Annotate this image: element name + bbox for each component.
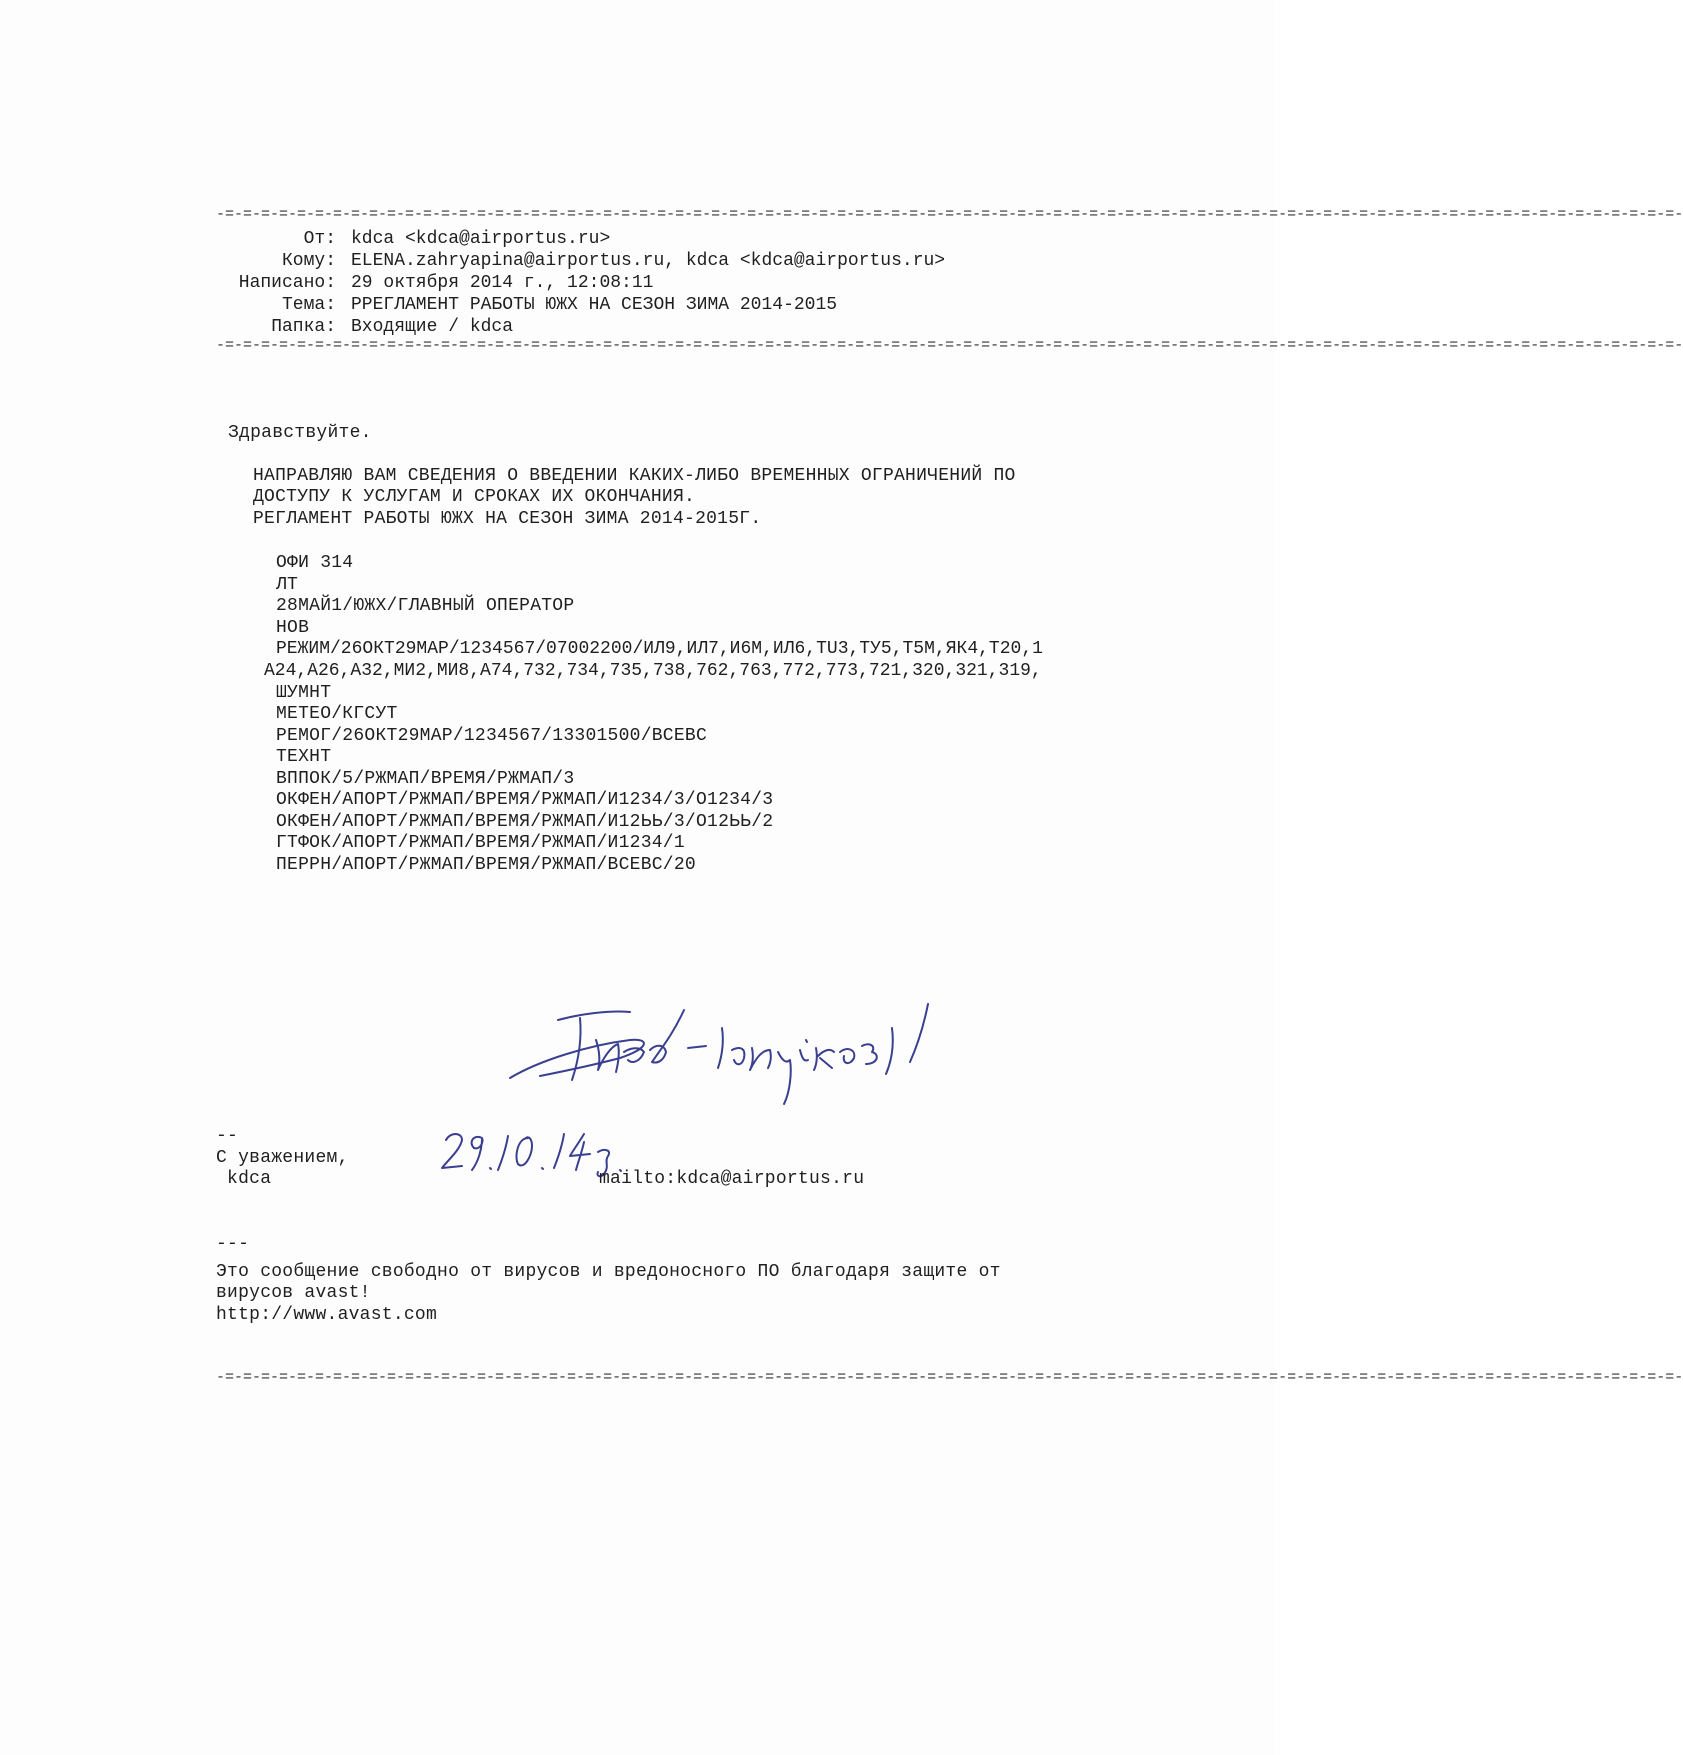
notam-line: ШУМНТ: [276, 683, 332, 703]
notam-line: ГТФОК/АПОРТ/РЖМАП/ВРЕМЯ/РЖМАП/И1234/1: [276, 833, 685, 853]
from-label: От:: [303, 229, 336, 249]
notam-line: ОФИ 314: [276, 553, 354, 573]
signature-regards: С уважением,: [216, 1148, 349, 1168]
signature-dashes: --: [216, 1126, 239, 1146]
body-paragraph-line: РЕГЛАМЕНТ РАБОТЫ ЮЖХ НА СЕЗОН ЗИМА 2014-2015Г.: [253, 509, 762, 529]
date-label: Написано:: [238, 273, 336, 293]
separator-top: -=-=-=-=-=-=-=-=-=-=-=-=-=-=-=-=-=-=-=-=-=-=-=-=-=-=-=-=-=-=-=-=-=-=-=-=-=-=-=-=-=-=-=-=-=-=-=-=-=-=-=-=-=-=-=-=-=-=-=-=-=-=-=-=-=-=-=-=-=-=-=-=-=-=-=-=-=-=-=-=-=-: [216, 206, 1683, 223]
notam-line: 28МАЙ1/ЮЖХ/ГЛАВНЫЙ ОПЕРАТОР: [276, 596, 575, 616]
folder-label: Папка:: [271, 317, 336, 337]
body-paragraph-line: НАПРАВЛЯЮ ВАМ СВЕДЕНИЯ О ВВЕДЕНИИ КАКИХ-ЛИБО ВРЕМЕННЫХ ОГРАНИЧЕНИЙ ПО: [253, 466, 1016, 486]
handwritten-signature: [500, 1000, 940, 1110]
subject-label: Тема:: [281, 295, 336, 315]
footer-line: вирусов avast!: [216, 1283, 371, 1303]
subject-value: РРЕГЛАМЕНТ РАБОТЫ ЮЖХ НА СЕЗОН ЗИМА 2014-2015: [351, 295, 838, 315]
notam-line: МЕТЕО/КГСУТ: [276, 704, 398, 724]
separator-header-bottom: -=-=-=-=-=-=-=-=-=-=-=-=-=-=-=-=-=-=-=-=-=-=-=-=-=-=-=-=-=-=-=-=-=-=-=-=-=-=-=-=-=-=-=-=-=-=-=-=-=-=-=-=-=-=-=-=-=-=-=-=-=-=-=-=-=-=-=-=-=-=-=-=-=-=-=-=-=-=-=-=-=-: [216, 337, 1683, 354]
mailto-link[interactable]: mailto:kdca@airportus.ru: [599, 1169, 865, 1189]
from-value: kdca <kdca@airportus.ru>: [351, 229, 611, 249]
notam-line: ОКФЕН/АПОРТ/РЖМАП/ВРЕМЯ/РЖМАП/И1234/3/О1234/3: [276, 790, 774, 810]
notam-line: ТЕХНТ: [276, 747, 332, 767]
separator-bottom: -=-=-=-=-=-=-=-=-=-=-=-=-=-=-=-=-=-=-=-=-=-=-=-=-=-=-=-=-=-=-=-=-=-=-=-=-=-=-=-=-=-=-=-=-=-=-=-=-=-=-=-=-=-=-=-=-=-=-=-=-=-=-=-=-=-=-=-=-=-=-=-=-=-=-=-=-=-=-=-=-=-: [216, 1369, 1683, 1386]
notam-line: А24,А26,А32,МИ2,МИ8,А74,732,734,735,738,762,763,772,773,721,320,321,319,: [264, 661, 1042, 681]
notam-line: НОВ: [276, 618, 310, 638]
greeting: Здравствуйте.: [228, 423, 372, 443]
notam-line: РЕЖИМ/26ОКТ29МАР/1234567/07002200/ИЛ9,ИЛ7,И6М,ИЛ6,TU3,ТУ5,Т5М,ЯК4,Т20,1: [276, 639, 1043, 659]
body-paragraph-line: ДОСТУПУ К УСЛУГАМ И СРОКАХ ИХ ОКОНЧАНИЯ.: [253, 487, 696, 507]
notam-line: ВППОК/5/РЖМАП/ВРЕМЯ/РЖМАП/3: [276, 769, 575, 789]
notam-line: ЛТ: [276, 575, 299, 595]
date-value: 29 октября 2014 г., 12:08:11: [351, 273, 654, 293]
to-label: Кому:: [281, 251, 336, 271]
to-value: ELENA.zahryapina@airportus.ru, kdca <kdca@airportus.ru>: [351, 251, 946, 271]
footer-link[interactable]: http://www.avast.com: [216, 1305, 438, 1325]
signature-name: kdca: [216, 1169, 272, 1189]
footer-dashes: ---: [216, 1234, 250, 1254]
notam-line: ОКФЕН/АПОРТ/РЖМАП/ВРЕМЯ/РЖМАП/И12ЬЬ/3/О12ЬЬ/2: [276, 812, 774, 832]
notam-line: ПЕРРН/АПОРТ/РЖМАП/ВРЕМЯ/РЖМАП/ВСЕВС/20: [276, 855, 696, 875]
folder-value: Входящие / kdca: [351, 317, 514, 337]
notam-line: РЕМОГ/26ОКТ29МАР/1234567/13301500/ВСЕВС: [276, 726, 708, 746]
footer-line: Это сообщение свободно от вирусов и вредоносного ПО благодаря защите от: [216, 1262, 1001, 1282]
